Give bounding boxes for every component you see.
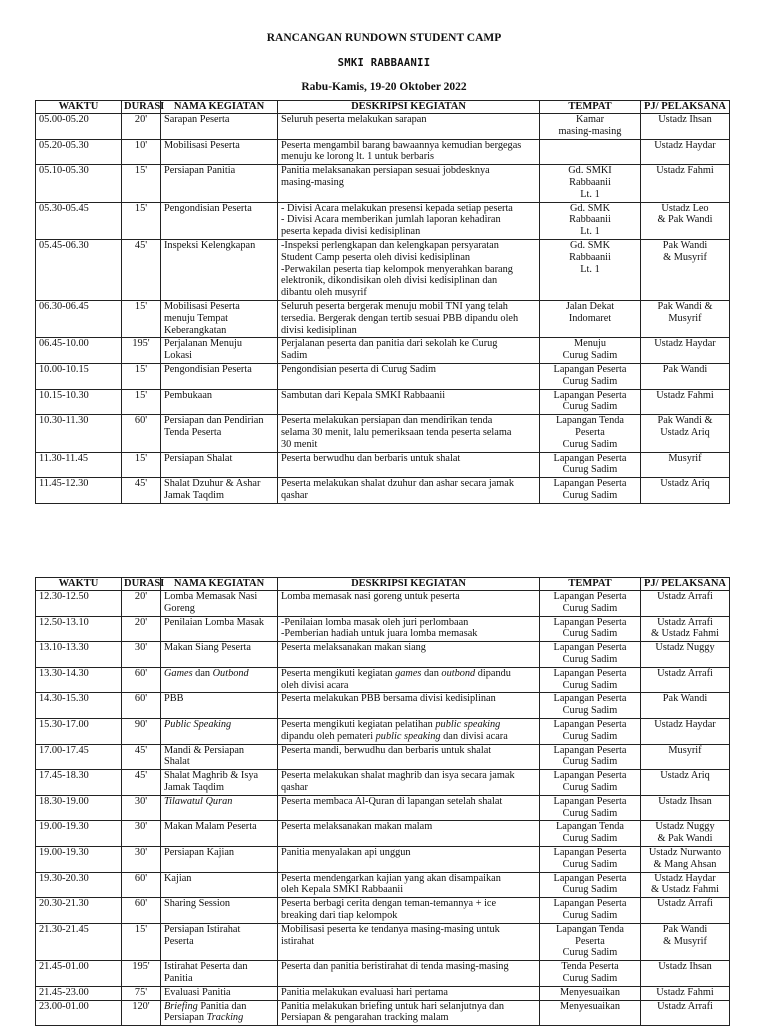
deskripsi-cell: Peserta mandi, berwudhu dan berbaris untuk shalat bbox=[278, 744, 540, 770]
tempat-cell: Lapangan Peserta Curug Sadim bbox=[540, 718, 641, 744]
waktu-cell: 10.00-10.15 bbox=[36, 363, 122, 389]
deskripsi-cell: Lomba memasak nasi goreng untuk peserta bbox=[278, 591, 540, 617]
waktu-cell: 11.45-12.30 bbox=[36, 478, 122, 504]
waktu-cell: 06.30-06.45 bbox=[36, 300, 122, 337]
durasi-cell: 15' bbox=[122, 300, 161, 337]
tempat-cell: Lapangan Peserta Curug Sadim bbox=[540, 795, 641, 821]
nama-kegiatan-cell: Lomba Memasak Nasi Goreng bbox=[161, 591, 278, 617]
durasi-cell: 15' bbox=[122, 363, 161, 389]
pj-cell: Ustadz Haydar & Ustadz Fahmi bbox=[641, 872, 730, 898]
pj-cell: Musyrif bbox=[641, 744, 730, 770]
durasi-cell: 30' bbox=[122, 846, 161, 872]
table-row bbox=[36, 872, 730, 898]
tempat-cell: Lapangan Peserta Curug Sadim bbox=[540, 667, 641, 693]
tempat-cell: Gd. SMK Rabbaanii Lt. 1 bbox=[540, 202, 641, 239]
nama-kegiatan-cell: Shalat Dzuhur & Ashar Jamak Taqdim bbox=[161, 478, 278, 504]
durasi-cell: 45' bbox=[122, 770, 161, 796]
column-header-deskripsi: DESKRIPSI KEGIATAN bbox=[278, 578, 540, 591]
deskripsi-cell: Peserta mengikuti kegiatan games dan outbond dipandu oleh divisi acara bbox=[278, 667, 540, 693]
table-row bbox=[36, 415, 730, 452]
nama-kegiatan-cell: Inspeksi Kelengkapan bbox=[161, 239, 278, 300]
deskripsi-cell: Peserta melaksanakan makan malam bbox=[278, 821, 540, 847]
pj-cell: Ustadz Arrafi bbox=[641, 667, 730, 693]
durasi-cell: 20' bbox=[122, 616, 161, 642]
waktu-cell: 15.30-17.00 bbox=[36, 718, 122, 744]
table-row bbox=[36, 986, 730, 1000]
pj-cell: Ustadz Haydar bbox=[641, 338, 730, 364]
rundown-table-1 bbox=[35, 100, 730, 504]
waktu-cell: 20.30-21.30 bbox=[36, 898, 122, 924]
column-header-pj: PJ/ PELAKSANA bbox=[641, 101, 730, 114]
deskripsi-cell: Peserta mengambil barang bawaannya kemudian bergegas menuju ke lorong lt. 1 untuk berbaris bbox=[278, 139, 540, 165]
tempat-cell: Lapangan Peserta Curug Sadim bbox=[540, 770, 641, 796]
waktu-cell: 21.30-21.45 bbox=[36, 923, 122, 960]
deskripsi-cell: Peserta melakukan shalat dzuhur dan ashar secara jamak qashar bbox=[278, 478, 540, 504]
deskripsi-cell: Peserta dan panitia beristirahat di tenda masing-masing bbox=[278, 961, 540, 987]
pj-cell: Ustadz Arrafi bbox=[641, 1000, 730, 1026]
durasi-cell: 30' bbox=[122, 821, 161, 847]
rundown-table-2 bbox=[35, 577, 730, 1026]
tempat-cell: Lapangan Tenda Peserta Curug Sadim bbox=[540, 923, 641, 960]
waktu-cell: 05.45-06.30 bbox=[36, 239, 122, 300]
table-row bbox=[36, 452, 730, 478]
pj-cell: Ustadz Ihsan bbox=[641, 795, 730, 821]
deskripsi-cell: Mobilisasi peserta ke tendanya masing-masing untuk istirahat bbox=[278, 923, 540, 960]
waktu-cell: 23.00-01.00 bbox=[36, 1000, 122, 1026]
nama-kegiatan-cell: Briefing Panitia dan Persiapan Tracking bbox=[161, 1000, 278, 1026]
tempat-cell: Lapangan Tenda Peserta Curug Sadim bbox=[540, 415, 641, 452]
deskripsi-cell: - Divisi Acara melakukan presensi kepada setiap peserta - Divisi Acara memberikan jumlah laporan kehadiran peserta kepada divisi kedisiplinan bbox=[278, 202, 540, 239]
tempat-cell: Jalan Dekat Indomaret bbox=[540, 300, 641, 337]
nama-kegiatan-cell: Persiapan dan Pendirian Tenda Peserta bbox=[161, 415, 278, 452]
table-row bbox=[36, 300, 730, 337]
tempat-cell: Lapangan Peserta Curug Sadim bbox=[540, 363, 641, 389]
tempat-cell: Lapangan Peserta Curug Sadim bbox=[540, 872, 641, 898]
waktu-cell: 17.00-17.45 bbox=[36, 744, 122, 770]
nama-kegiatan-cell: PBB bbox=[161, 693, 278, 719]
durasi-cell: 15' bbox=[122, 452, 161, 478]
tempat-cell: Lapangan Peserta Curug Sadim bbox=[540, 389, 641, 415]
event-date: Rabu-Kamis, 19-20 Oktober 2022 bbox=[301, 81, 467, 93]
column-header-tempat: TEMPAT bbox=[540, 101, 641, 114]
pj-cell: Ustadz Nuggy & Pak Wandi bbox=[641, 821, 730, 847]
waktu-cell: 13.30-14.30 bbox=[36, 667, 122, 693]
deskripsi-cell: Peserta melakukan shalat maghrib dan isya secara jamak qashar bbox=[278, 770, 540, 796]
durasi-cell: 195' bbox=[122, 961, 161, 987]
table-row bbox=[36, 139, 730, 165]
pj-cell: Ustadz Nurwanto & Mang Ahsan bbox=[641, 846, 730, 872]
deskripsi-cell: Panitia melakukan briefing untuk hari selanjutnya dan Persiapan & pengarahan tracking malam bbox=[278, 1000, 540, 1026]
nama-kegiatan-cell: Persiapan Panitia bbox=[161, 165, 278, 202]
deskripsi-cell: -Inspeksi perlengkapan dan kelengkapan persyaratan Student Camp peserta oleh divisi kedisiplinan -Perwakilan peserta tiap kelompok menyerahkan barang elektronik, dikondisikan oleh divisi kedisiplinan dan dibantu oleh musyrif bbox=[278, 239, 540, 300]
pj-cell: Pak Wandi & Musyrif bbox=[641, 239, 730, 300]
nama-kegiatan-cell: Persiapan Istirahat Peserta bbox=[161, 923, 278, 960]
waktu-cell: 21.45-23.00 bbox=[36, 986, 122, 1000]
tempat-cell: Menyesuaikan bbox=[540, 986, 641, 1000]
waktu-cell: 10.30-11.30 bbox=[36, 415, 122, 452]
table-row bbox=[36, 667, 730, 693]
pj-cell: Musyrif bbox=[641, 452, 730, 478]
waktu-cell: 11.30-11.45 bbox=[36, 452, 122, 478]
pj-cell: Ustadz Haydar bbox=[641, 139, 730, 165]
waktu-cell: 13.10-13.30 bbox=[36, 642, 122, 668]
pj-cell: Ustadz Ariq bbox=[641, 478, 730, 504]
table-row bbox=[36, 693, 730, 719]
deskripsi-cell: Peserta melakukan persiapan dan mendirikan tenda selama 30 menit, lalu pemeriksaan tenda peserta selama 30 menit bbox=[278, 415, 540, 452]
nama-kegiatan-cell: Sarapan Peserta bbox=[161, 114, 278, 140]
deskripsi-cell: Perjalanan peserta dan panitia dari sekolah ke Curug Sadim bbox=[278, 338, 540, 364]
deskripsi-cell: Peserta membaca Al-Quran di lapangan setelah shalat bbox=[278, 795, 540, 821]
durasi-cell: 15' bbox=[122, 202, 161, 239]
nama-kegiatan-cell: Tilawatul Quran bbox=[161, 795, 278, 821]
deskripsi-cell: Peserta berbagi cerita dengan teman-temannya + ice breaking dari tiap kelompok bbox=[278, 898, 540, 924]
table-row bbox=[36, 846, 730, 872]
waktu-cell: 12.30-12.50 bbox=[36, 591, 122, 617]
waktu-cell: 19.30-20.30 bbox=[36, 872, 122, 898]
pj-cell: Ustadz Arrafi bbox=[641, 898, 730, 924]
waktu-cell: 05.10-05.30 bbox=[36, 165, 122, 202]
durasi-cell: 45' bbox=[122, 744, 161, 770]
pj-cell: Ustadz Fahmi bbox=[641, 389, 730, 415]
durasi-cell: 60' bbox=[122, 872, 161, 898]
waktu-cell: 06.45-10.00 bbox=[36, 338, 122, 364]
deskripsi-cell: Peserta mendengarkan kajian yang akan disampaikan oleh Kepala SMKI Rabbaanii bbox=[278, 872, 540, 898]
table-row bbox=[36, 821, 730, 847]
nama-kegiatan-cell: Persiapan Kajian bbox=[161, 846, 278, 872]
column-header-waktu: WAKTU bbox=[36, 101, 122, 114]
deskripsi-cell: Panitia menyalakan api unggun bbox=[278, 846, 540, 872]
deskripsi-cell: Pengondisian peserta di Curug Sadim bbox=[278, 363, 540, 389]
tempat-cell: Lapangan Peserta Curug Sadim bbox=[540, 591, 641, 617]
table-row bbox=[36, 961, 730, 987]
tempat-cell: Lapangan Peserta Curug Sadim bbox=[540, 693, 641, 719]
tempat-cell: Menyesuaikan bbox=[540, 1000, 641, 1026]
column-header-durasi: DURASI bbox=[122, 101, 161, 114]
deskripsi-cell: Peserta berwudhu dan berbaris untuk shalat bbox=[278, 452, 540, 478]
nama-kegiatan-cell: Makan Siang Peserta bbox=[161, 642, 278, 668]
tempat-cell: Lapangan Peserta Curug Sadim bbox=[540, 744, 641, 770]
pj-cell: Ustadz Ariq bbox=[641, 770, 730, 796]
waktu-cell: 14.30-15.30 bbox=[36, 693, 122, 719]
pj-cell: Ustadz Fahmi bbox=[641, 986, 730, 1000]
pj-cell: Ustadz Arrafi bbox=[641, 591, 730, 617]
column-header-durasi: DURASI bbox=[122, 578, 161, 591]
tempat-cell: Tenda Peserta Curug Sadim bbox=[540, 961, 641, 987]
deskripsi-cell: Sambutan dari Kepala SMKI Rabbaanii bbox=[278, 389, 540, 415]
durasi-cell: 30' bbox=[122, 795, 161, 821]
pj-cell: Ustadz Ihsan bbox=[641, 961, 730, 987]
deskripsi-cell: Seluruh peserta bergerak menuju mobil TNI yang telah tersedia. Bergerak dengan tertib sesuai PBB dipandu oleh divisi kedisiplinan bbox=[278, 300, 540, 337]
table-row bbox=[36, 642, 730, 668]
waktu-cell: 05.00-05.20 bbox=[36, 114, 122, 140]
nama-kegiatan-cell: Games dan Outbond bbox=[161, 667, 278, 693]
nama-kegiatan-cell: Kajian bbox=[161, 872, 278, 898]
table-row bbox=[36, 898, 730, 924]
pj-cell: Pak Wandi & Musyrif bbox=[641, 923, 730, 960]
nama-kegiatan-cell: Pembukaan bbox=[161, 389, 278, 415]
table-row bbox=[36, 616, 730, 642]
nama-kegiatan-cell: Pengondisian Peserta bbox=[161, 363, 278, 389]
tempat-cell: Gd. SMKI Rabbaanii Lt. 1 bbox=[540, 165, 641, 202]
durasi-cell: 20' bbox=[122, 114, 161, 140]
table-row bbox=[36, 478, 730, 504]
nama-kegiatan-cell: Evaluasi Panitia bbox=[161, 986, 278, 1000]
durasi-cell: 30' bbox=[122, 642, 161, 668]
tempat-cell: Menuju Curug Sadim bbox=[540, 338, 641, 364]
table-row bbox=[36, 591, 730, 617]
table-row bbox=[36, 239, 730, 300]
pj-cell: Pak Wandi & Musyrif bbox=[641, 300, 730, 337]
column-header-nama: NAMA KEGIATAN bbox=[161, 578, 278, 591]
durasi-cell: 60' bbox=[122, 667, 161, 693]
deskripsi-cell: Panitia melaksanakan persiapan sesuai jobdesknya masing-masing bbox=[278, 165, 540, 202]
school-name: SMKI RABBAANII bbox=[337, 57, 431, 69]
waktu-cell: 19.00-19.30 bbox=[36, 846, 122, 872]
deskripsi-cell: Seluruh peserta melakukan sarapan bbox=[278, 114, 540, 140]
table-row bbox=[36, 165, 730, 202]
table-row bbox=[36, 770, 730, 796]
table-row bbox=[36, 202, 730, 239]
durasi-cell: 60' bbox=[122, 898, 161, 924]
table-row bbox=[36, 114, 730, 140]
deskripsi-cell: Peserta melaksanakan makan siang bbox=[278, 642, 540, 668]
pj-cell: Ustadz Ihsan bbox=[641, 114, 730, 140]
pj-cell: Pak Wandi bbox=[641, 363, 730, 389]
waktu-cell: 05.20-05.30 bbox=[36, 139, 122, 165]
nama-kegiatan-cell: Makan Malam Peserta bbox=[161, 821, 278, 847]
durasi-cell: 45' bbox=[122, 239, 161, 300]
durasi-cell: 60' bbox=[122, 415, 161, 452]
durasi-cell: 120' bbox=[122, 1000, 161, 1026]
column-header-waktu: WAKTU bbox=[36, 578, 122, 591]
waktu-cell: 05.30-05.45 bbox=[36, 202, 122, 239]
durasi-cell: 75' bbox=[122, 986, 161, 1000]
pj-cell: Ustadz Haydar bbox=[641, 718, 730, 744]
waktu-cell: 18.30-19.00 bbox=[36, 795, 122, 821]
deskripsi-cell: Peserta mengikuti kegiatan pelatihan public speaking dipandu oleh pemateri public speaking dan divisi acara bbox=[278, 718, 540, 744]
column-header-nama: NAMA KEGIATAN bbox=[161, 101, 278, 114]
nama-kegiatan-cell: Pengondisian Peserta bbox=[161, 202, 278, 239]
table-row bbox=[36, 923, 730, 960]
pj-cell: Pak Wandi bbox=[641, 693, 730, 719]
nama-kegiatan-cell: Sharing Session bbox=[161, 898, 278, 924]
tempat-cell: Gd. SMK Rabbaanii Lt. 1 bbox=[540, 239, 641, 300]
tempat-cell bbox=[540, 139, 641, 165]
table-row bbox=[36, 363, 730, 389]
tempat-cell: Lapangan Peserta Curug Sadim bbox=[540, 616, 641, 642]
table-row bbox=[36, 1000, 730, 1026]
pj-cell: Ustadz Leo & Pak Wandi bbox=[641, 202, 730, 239]
deskripsi-cell: -Penilaian lomba masak oleh juri perlombaan -Pemberian hadiah untuk juara lomba memasak bbox=[278, 616, 540, 642]
nama-kegiatan-cell: Mandi & Persiapan Shalat bbox=[161, 744, 278, 770]
table-header-row bbox=[36, 101, 730, 114]
document-title: RANCANGAN RUNDOWN STUDENT CAMP bbox=[266, 32, 502, 44]
deskripsi-cell: Panitia melakukan evaluasi hari pertama bbox=[278, 986, 540, 1000]
pj-cell: Pak Wandi & Ustadz Ariq bbox=[641, 415, 730, 452]
deskripsi-cell: Peserta melakukan PBB bersama divisi kedisiplinan bbox=[278, 693, 540, 719]
durasi-cell: 15' bbox=[122, 165, 161, 202]
durasi-cell: 20' bbox=[122, 591, 161, 617]
table-row bbox=[36, 718, 730, 744]
durasi-cell: 195' bbox=[122, 338, 161, 364]
durasi-cell: 90' bbox=[122, 718, 161, 744]
table-row bbox=[36, 389, 730, 415]
column-header-tempat: TEMPAT bbox=[540, 578, 641, 591]
nama-kegiatan-cell: Public Speaking bbox=[161, 718, 278, 744]
nama-kegiatan-cell: Penilaian Lomba Masak bbox=[161, 616, 278, 642]
tempat-cell: Kamar masing-masing bbox=[540, 114, 641, 140]
waktu-cell: 17.45-18.30 bbox=[36, 770, 122, 796]
tempat-cell: Lapangan Peserta Curug Sadim bbox=[540, 478, 641, 504]
waktu-cell: 12.50-13.10 bbox=[36, 616, 122, 642]
nama-kegiatan-cell: Shalat Maghrib & Isya Jamak Taqdim bbox=[161, 770, 278, 796]
waktu-cell: 10.15-10.30 bbox=[36, 389, 122, 415]
nama-kegiatan-cell: Persiapan Shalat bbox=[161, 452, 278, 478]
waktu-cell: 21.45-01.00 bbox=[36, 961, 122, 987]
nama-kegiatan-cell: Perjalanan Menuju Lokasi bbox=[161, 338, 278, 364]
waktu-cell: 19.00-19.30 bbox=[36, 821, 122, 847]
pj-cell: Ustadz Arrafi & Ustadz Fahmi bbox=[641, 616, 730, 642]
durasi-cell: 15' bbox=[122, 923, 161, 960]
durasi-cell: 60' bbox=[122, 693, 161, 719]
durasi-cell: 45' bbox=[122, 478, 161, 504]
nama-kegiatan-cell: Mobilisasi Peserta menuju Tempat Keberangkatan bbox=[161, 300, 278, 337]
tempat-cell: Lapangan Peserta Curug Sadim bbox=[540, 846, 641, 872]
tempat-cell: Lapangan Tenda Curug Sadim bbox=[540, 821, 641, 847]
durasi-cell: 15' bbox=[122, 389, 161, 415]
column-header-deskripsi: DESKRIPSI KEGIATAN bbox=[278, 101, 540, 114]
durasi-cell: 10' bbox=[122, 139, 161, 165]
table-row bbox=[36, 744, 730, 770]
tempat-cell: Lapangan Peserta Curug Sadim bbox=[540, 642, 641, 668]
tempat-cell: Lapangan Peserta Curug Sadim bbox=[540, 452, 641, 478]
pj-cell: Ustadz Fahmi bbox=[641, 165, 730, 202]
table-row bbox=[36, 338, 730, 364]
pj-cell: Ustadz Nuggy bbox=[641, 642, 730, 668]
table-header-row bbox=[36, 578, 730, 591]
tempat-cell: Lapangan Peserta Curug Sadim bbox=[540, 898, 641, 924]
table-row bbox=[36, 795, 730, 821]
nama-kegiatan-cell: Mobilisasi Peserta bbox=[161, 139, 278, 165]
nama-kegiatan-cell: Istirahat Peserta dan Panitia bbox=[161, 961, 278, 987]
column-header-pj: PJ/ PELAKSANA bbox=[641, 578, 730, 591]
